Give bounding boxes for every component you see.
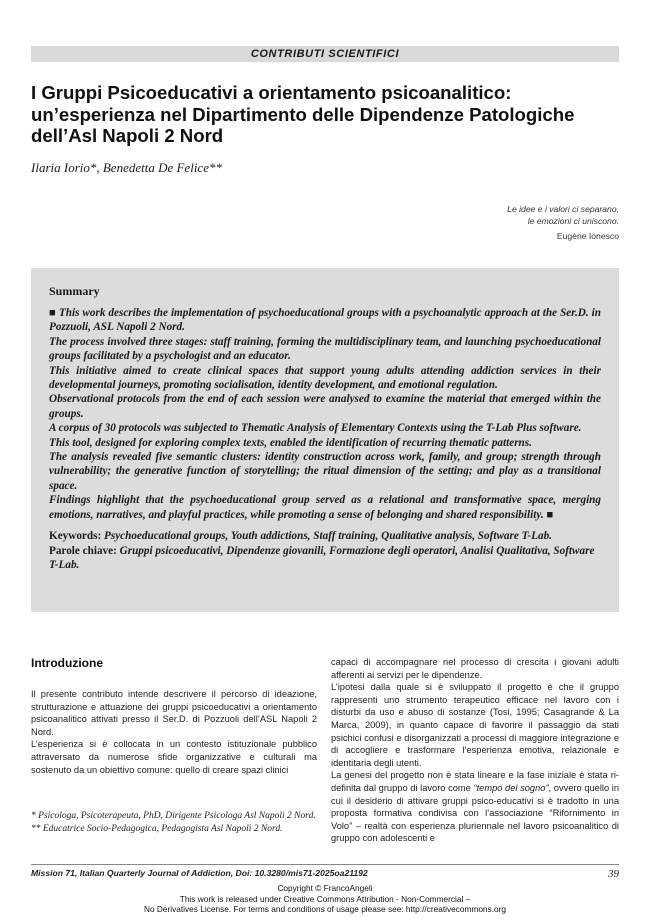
- summary-paragraph: This initiative aimed to create clinical spaces that support young adults attending addiction services in their developmental journeys, promoting socialisation, identity development, and emotional regulation.: [49, 364, 601, 392]
- intro-paragraph: capaci di accompagnare nel processo di crescita i giovani adulti afferenti ai servizi per le dipendenze.: [331, 657, 619, 680]
- summary-paragraph: This tool, designed for exploring complex texts, enabled the identification of recurring thematic patterns.: [49, 436, 532, 449]
- summary-paragraph: A corpus of 30 protocols was subjected to Thematic Analysis of Elementary Contexts using the T-Lab Plus software.: [49, 422, 582, 435]
- summary-body: [49, 306, 601, 522]
- summary-paragraph: The process involved three stages: staff training, forming the multidisciplinary team, and launching psychoeducational groups facilitated by a psychologist and an educator.: [49, 335, 601, 363]
- text-run: , ovvero quello in cui il desiderio di attivare gruppi psico-educativi si è tradotto in una proposta formativa condivisa con l’associazione “Rifornimento in Volo” – realtà con esperienza pluriennale nel lavoro psicoanalitico di gruppo con adolescenti e: [331, 782, 620, 844]
- keywords-label: Keywords:: [49, 530, 102, 543]
- license-line: This work is released under Creative Commons Attribution - Non-Commercial –: [179, 893, 471, 904]
- title-line: dell’Asl Napoli 2 Nord: [31, 125, 224, 146]
- epigraph-line: Le idee e i valori ci separano,: [507, 204, 619, 214]
- keywords-list: Psychoeducational groups, Youth addictions, Staff training, Qualitative analysis, Software T-Lab.: [104, 530, 552, 543]
- summary-paragraph: Findings highlight that the psychoeducational group served as a relational and transformative space, merging emotions, narratives, and playful practices, while promoting a sense of belonging and shared responsibility. ■: [49, 494, 601, 521]
- title-line: un’esperienza nel Dipartimento delle Dipendenze Patologiche: [31, 103, 575, 125]
- title-line: I Gruppi Psicoeducativi a orientamento psicoanalitico:: [31, 82, 512, 103]
- license-line: Copyright © FrancoAngeli: [277, 883, 373, 893]
- authors: Ilaria Iorio*, Benedetta De Felice**: [31, 160, 222, 175]
- article-title: [31, 82, 631, 147]
- left-column: [31, 656, 317, 776]
- summary-heading: Summary: [49, 284, 100, 298]
- parole-label: Parole chiave:: [49, 544, 117, 557]
- right-column: [331, 656, 619, 845]
- page-number: 39: [608, 868, 619, 880]
- intro-text-left: [31, 688, 317, 776]
- summary-paragraph: ■ This work describes the implementation of psychoeducational groups with a psychoanalytic approach at the Ser.D. in Pozzuoli, ASL Napoli 2 Nord.: [49, 307, 601, 334]
- section-label: CONTRIBUTI SCIENTIFICI: [31, 46, 619, 62]
- epigraph-line: le emozioni ci uniscono.: [527, 216, 619, 226]
- parole-chiave: [49, 544, 601, 573]
- intro-heading: Introduzione: [31, 656, 103, 670]
- intro-text-right: [331, 656, 619, 845]
- footnotes: [31, 810, 317, 836]
- footnote: ** Educatrice Socio-Pedagogica, Pedagogista Asl Napoli 2 Nord.: [31, 824, 283, 834]
- intro-paragraph: L’ipotesi dalla quale si è sviluppato il progetto è che il gruppo rappresenti uno strumento terapeutico efficace nel lavoro con i disturbi da uso e abuso di sostanze (Tosi, 1995; Casagrande & La Marca, 2009), in quanto capace di favorire il passaggio da stati psichici confusi e disorganizzati a processi di maggiore integrazione e di accogliere e trasformare l’esperienza emotiva, relazionale e identitaria degli utenti.: [331, 682, 619, 768]
- text-run: La genesi del progetto non è stata lineare e la fase iniziale è stata ri-definita dal gruppo di lavoro come: [331, 770, 619, 793]
- emphasis: “tempo del sogno”: [473, 782, 549, 793]
- summary-paragraph: The analysis revealed five semantic clusters: identity construction across work, family, and group; strength through vulnerability; the generative function of storytelling; the ritual dimension of the setting; and play as a transitional space.: [49, 451, 601, 492]
- intro-paragraph: Il presente contributo intende descrivere il percorso di ideazione, strutturazione e attuazione dei gruppi psicoeducativi a orientamento psicoanalitico attivati presso il Ser.D. di Pozzuoli dell’ASL Napoli 2 Nord.: [31, 689, 317, 737]
- parole-list: Gruppi psicoeducativi, Dipendenze giovanili, Formazione degli operatori, Analisi Qualitativa, Software T-Lab.: [49, 544, 595, 571]
- intro-paragraph: [331, 769, 619, 845]
- epigraph: [507, 203, 619, 242]
- journal-footer: [31, 864, 619, 878]
- footnote: * Psicologa, Psicoterapeuta, PhD, Dirigente Psicologa Asl Napoli 2 Nord.: [31, 811, 316, 821]
- license-line: No Derivatives License. For terms and conditions of usage please see: http://creativecommons.org: [143, 904, 506, 915]
- keywords: [49, 529, 601, 543]
- journal-citation: Mission 71, Italian Quarterly Journal of Addiction, Doi: 10.3280/mis71-2025oa21192: [31, 868, 368, 878]
- license-notice: [0, 883, 650, 915]
- intro-paragraph: L’esperienza si è collocata in un contesto istituzionale pubblico attraversato da numerose sfide organizzative e culturali ma sostenuto da un obiettivo comune: quello di creare spazi clinici: [31, 739, 317, 775]
- summary-paragraph: Observational protocols from the end of each session were analysed to examine the material that emerged within the groups.: [49, 393, 601, 420]
- summary-box: [31, 268, 619, 612]
- epigraph-author: Eugène Ionesco: [556, 231, 619, 241]
